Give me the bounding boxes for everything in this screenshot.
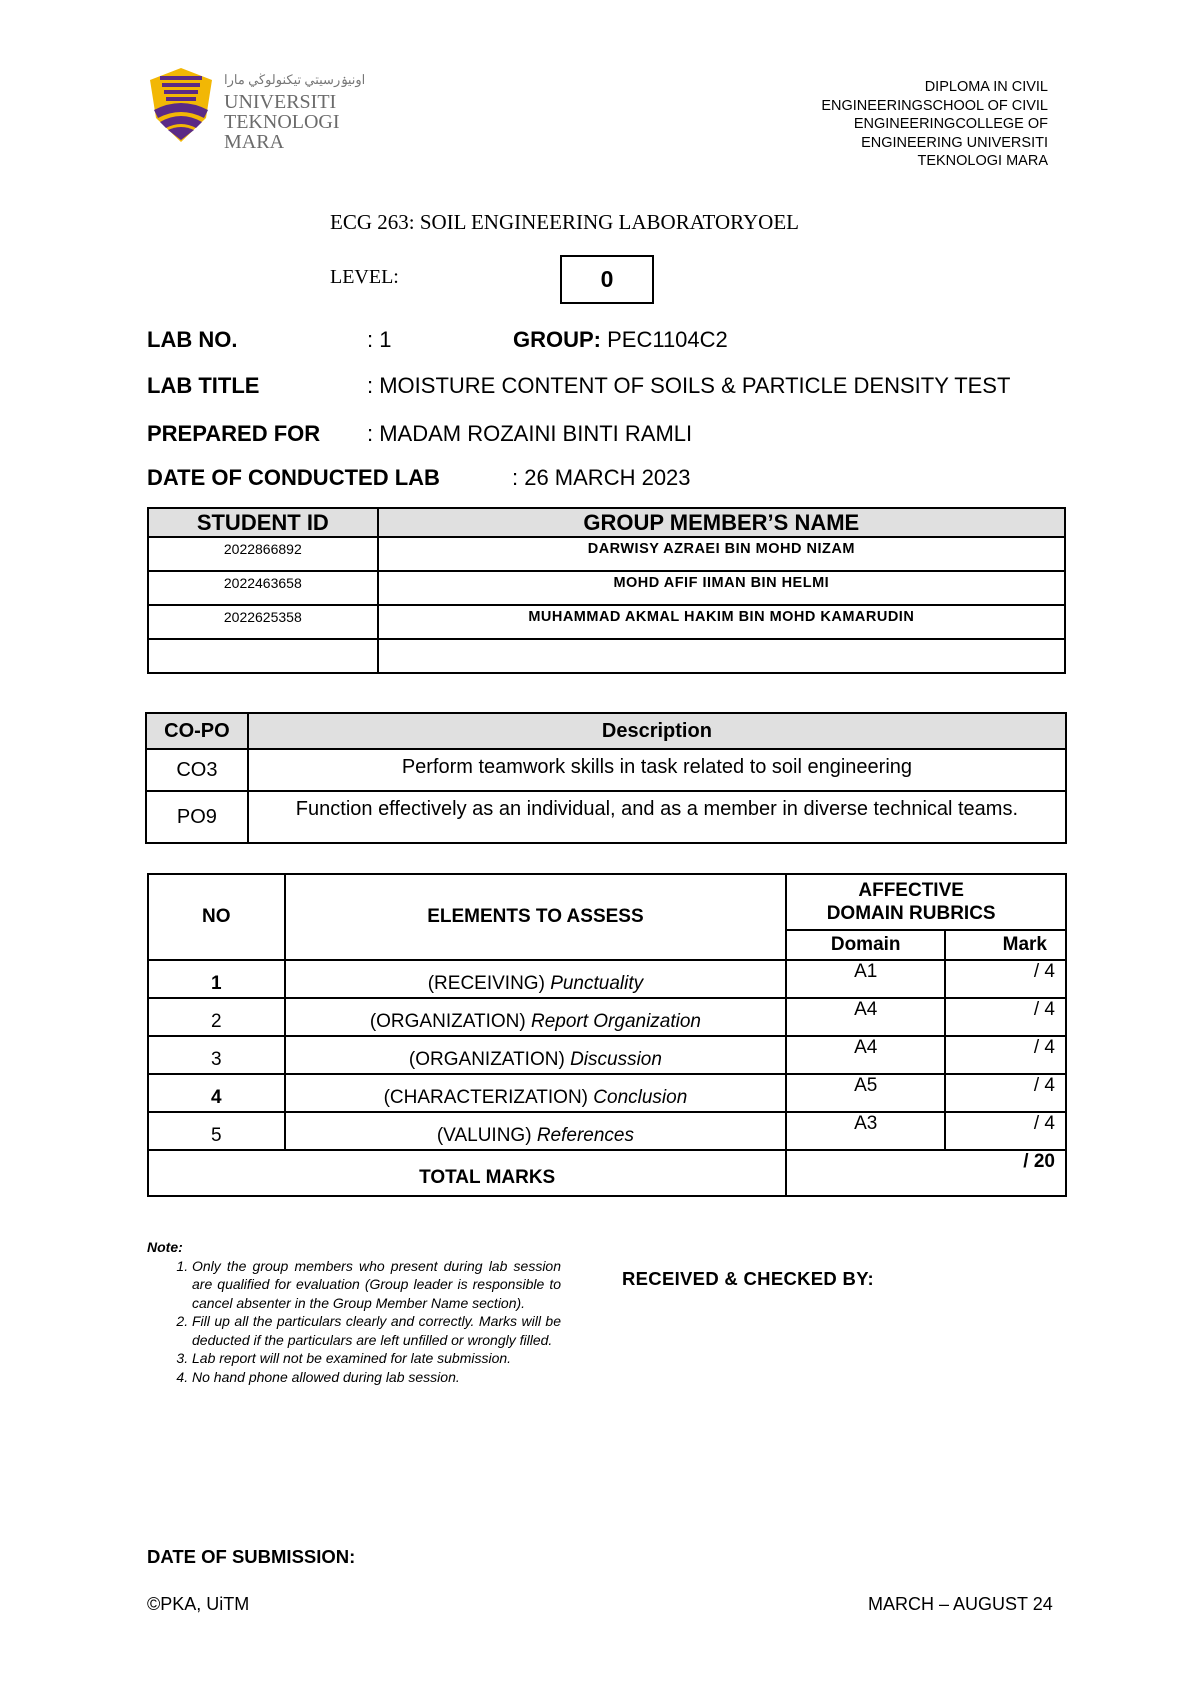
lab-no-value: : 1 bbox=[367, 327, 392, 352]
logo-line-2: TEKNOLOGI bbox=[224, 111, 340, 133]
row-number-cell: 3 bbox=[148, 1036, 285, 1074]
student-id-cell bbox=[148, 639, 378, 673]
note-item: 1. Only the group members who present during lab session are qualified for evaluation (Group leader is responsible to cancel absenter in the Group Member Name section). bbox=[192, 1257, 561, 1313]
level-label: LEVEL: bbox=[330, 266, 399, 288]
logo-line-1: UNIVERSITI bbox=[224, 91, 337, 113]
element-category: (VALUING) bbox=[436, 1125, 532, 1146]
member-name-cell: MUHAMMAD AKMAL HAKIM BIN MOHD KAMARUDIN bbox=[378, 605, 1065, 639]
element-name: Report Organization bbox=[530, 1011, 702, 1032]
uitm-wordmark bbox=[224, 70, 365, 152]
element-category: (ORGANIZATION) bbox=[369, 1011, 526, 1032]
row-number-cell: 5 bbox=[148, 1112, 285, 1150]
total-marks-label: TOTAL MARKS bbox=[148, 1150, 786, 1196]
domain-header: Domain bbox=[786, 930, 945, 960]
note-item: 2. Fill up all the particulars clearly and correctly. Marks will be deducted if the particulars are left unfilled or wrongly filled. bbox=[192, 1312, 561, 1349]
received-checked-label: RECEIVED & CHECKED BY: bbox=[622, 1268, 874, 1289]
department-header bbox=[740, 78, 1048, 171]
course-title: ECG 263: SOIL ENGINEERING LABORATORYOEL bbox=[330, 210, 799, 234]
domain-cell: A3 bbox=[786, 1112, 945, 1150]
logo-line-3: MARA bbox=[224, 131, 285, 153]
prepared-for-label: PREPARED FOR bbox=[147, 421, 321, 446]
domain-cell: A4 bbox=[786, 1036, 945, 1074]
member-name-header: GROUP MEMBER’S NAME bbox=[378, 508, 1065, 537]
table-header-row bbox=[148, 874, 1066, 930]
group-value: PEC1104C2 bbox=[601, 327, 728, 352]
notes-section bbox=[147, 1238, 561, 1386]
element-cell bbox=[285, 1074, 787, 1112]
mark-cell: / 4 bbox=[945, 1112, 1066, 1150]
table-row bbox=[148, 571, 1065, 605]
lab-title-label: LAB TITLE bbox=[147, 373, 260, 398]
group-label: GROUP: bbox=[513, 327, 601, 352]
footer-copyright: ©PKA, UiTM bbox=[147, 1594, 250, 1614]
note-item: 4. No hand phone allowed during lab session. bbox=[192, 1368, 561, 1387]
description-header: Description bbox=[248, 713, 1066, 749]
row-number-cell: 1 bbox=[148, 960, 285, 998]
table-header-row bbox=[146, 713, 1066, 749]
student-id-cell: 2022866892 bbox=[148, 537, 378, 571]
co-po-description-cell: Perform teamwork skills in task related to soil engineering bbox=[248, 749, 1066, 791]
co-po-table bbox=[145, 712, 1067, 844]
table-row bbox=[148, 537, 1065, 571]
element-cell bbox=[285, 998, 787, 1036]
elements-header: ELEMENTS TO ASSESS bbox=[285, 874, 787, 960]
table-row bbox=[146, 749, 1066, 791]
row-number-cell: 4 bbox=[148, 1074, 285, 1112]
no-header: NO bbox=[148, 874, 285, 960]
footer-semester: MARCH – AUGUST 24 bbox=[868, 1594, 1053, 1614]
dept-line: ENGINEERINGCOLLEGE OF bbox=[853, 116, 1048, 132]
element-category: (CHARACTERIZATION) bbox=[383, 1087, 588, 1108]
table-header-row bbox=[148, 508, 1065, 537]
date-of-submission-label: DATE OF SUBMISSION: bbox=[147, 1546, 356, 1567]
lab-no-label: LAB NO. bbox=[147, 327, 238, 352]
member-name-cell: DARWISY AZRAEI BIN MOHD NIZAM bbox=[378, 537, 1065, 571]
level-value-box: 0 bbox=[560, 255, 654, 304]
dept-line: TEKNOLOGI MARA bbox=[917, 153, 1048, 169]
table-row bbox=[148, 1036, 1066, 1074]
member-name-cell bbox=[378, 639, 1065, 673]
student-id-header: STUDENT ID bbox=[148, 508, 378, 537]
total-row bbox=[148, 1150, 1066, 1196]
logo-arabic-text: اونيۏرسيتي تيكنولوڬي مارا bbox=[224, 72, 366, 87]
element-cell bbox=[285, 1112, 787, 1150]
lab-title-value: : MOISTURE CONTENT OF SOILS & PARTICLE DENSITY TEST bbox=[367, 373, 1011, 398]
table-row bbox=[148, 639, 1065, 673]
co-po-header: CO-PO bbox=[146, 713, 248, 749]
table-row bbox=[148, 605, 1065, 639]
mark-cell: / 4 bbox=[945, 1074, 1066, 1112]
group-member-table bbox=[147, 507, 1066, 674]
domain-cell: A1 bbox=[786, 960, 945, 998]
mark-header: Mark bbox=[945, 930, 1066, 960]
dept-line: ENGINEERINGSCHOOL OF CIVIL bbox=[821, 97, 1048, 114]
notes-list bbox=[147, 1257, 561, 1387]
group-field bbox=[513, 327, 728, 353]
uitm-crest-icon bbox=[146, 66, 216, 146]
rubrics-header: AFFECTIVE DOMAIN RUBRICS bbox=[786, 874, 1066, 930]
element-name: Punctuality bbox=[550, 973, 644, 994]
row-number-cell: 2 bbox=[148, 998, 285, 1036]
dept-line: DIPLOMA IN CIVIL bbox=[924, 79, 1048, 95]
prepared-for-value: : MADAM ROZAINI BINTI RAMLI bbox=[367, 421, 693, 446]
student-id-cell: 2022625358 bbox=[148, 605, 378, 639]
mark-cell: / 4 bbox=[945, 1036, 1066, 1074]
element-category: (ORGANIZATION) bbox=[408, 1049, 565, 1070]
table-row bbox=[148, 960, 1066, 998]
element-cell bbox=[285, 960, 787, 998]
mark-cell: / 4 bbox=[945, 960, 1066, 998]
element-category: (RECEIVING) bbox=[427, 973, 545, 994]
co-po-code-cell: CO3 bbox=[146, 749, 248, 791]
mark-cell: / 4 bbox=[945, 998, 1066, 1036]
table-row bbox=[146, 791, 1066, 843]
domain-cell: A4 bbox=[786, 998, 945, 1036]
element-name: Conclusion bbox=[593, 1087, 688, 1108]
date-conducted-value: : 26 MARCH 2023 bbox=[512, 465, 691, 490]
domain-cell: A5 bbox=[786, 1074, 945, 1112]
table-row bbox=[148, 998, 1066, 1036]
table-row bbox=[148, 1074, 1066, 1112]
co-po-code-cell: PO9 bbox=[146, 791, 248, 843]
element-cell bbox=[285, 1036, 787, 1074]
table-row bbox=[148, 1112, 1066, 1150]
assessment-table bbox=[147, 873, 1067, 1197]
total-marks-value: / 20 bbox=[786, 1150, 1066, 1196]
member-name-cell: MOHD AFIF IIMAN BIN HELMI bbox=[378, 571, 1065, 605]
element-name: References bbox=[536, 1125, 634, 1146]
date-conducted-label: DATE OF CONDUCTED LAB bbox=[147, 465, 440, 490]
co-po-description-cell: Function effectively as an individual, and as a member in diverse technical teams. bbox=[248, 791, 1066, 843]
element-name: Discussion bbox=[570, 1049, 662, 1070]
student-id-cell: 2022463658 bbox=[148, 571, 378, 605]
dept-line: ENGINEERING UNIVERSITI bbox=[861, 134, 1048, 151]
notes-title: Note: bbox=[147, 1239, 183, 1255]
note-item: 3. Lab report will not be examined for late submission. bbox=[192, 1349, 561, 1368]
